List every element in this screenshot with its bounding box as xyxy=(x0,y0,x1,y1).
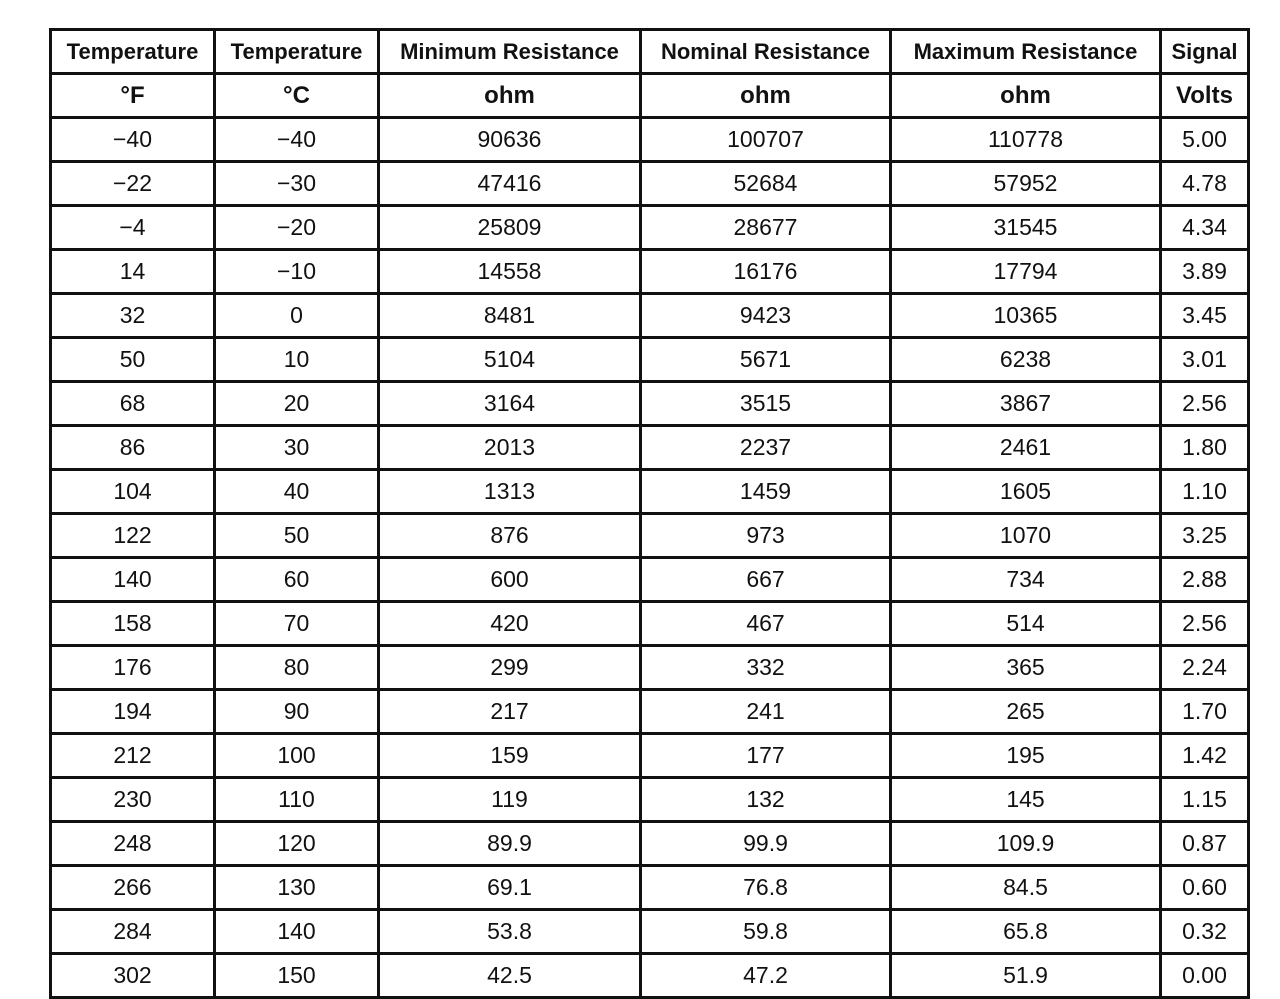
table-row xyxy=(51,118,1249,162)
cell-temp-c: −40 xyxy=(215,118,379,162)
cell-max-resistance: 2461 xyxy=(891,426,1161,470)
cell-signal: 3.25 xyxy=(1161,514,1249,558)
cell-temp-c: 40 xyxy=(215,470,379,514)
cell-temp-c: 120 xyxy=(215,822,379,866)
cell-nominal-resistance: 47.2 xyxy=(641,954,891,998)
cell-signal: 1.15 xyxy=(1161,778,1249,822)
cell-temp-c: 140 xyxy=(215,910,379,954)
cell-nominal-resistance: 667 xyxy=(641,558,891,602)
cell-max-resistance: 110778 xyxy=(891,118,1161,162)
cell-temp-c: 30 xyxy=(215,426,379,470)
table-row xyxy=(51,910,1249,954)
cell-nominal-resistance: 2237 xyxy=(641,426,891,470)
cell-temp-c: 10 xyxy=(215,338,379,382)
header-row xyxy=(51,30,1249,74)
cell-temp-c: 50 xyxy=(215,514,379,558)
table-row xyxy=(51,470,1249,514)
cell-nominal-resistance: 76.8 xyxy=(641,866,891,910)
cell-signal: 5.00 xyxy=(1161,118,1249,162)
cell-min-resistance: 69.1 xyxy=(379,866,641,910)
cell-temp-c: 110 xyxy=(215,778,379,822)
cell-nominal-resistance: 177 xyxy=(641,734,891,778)
cell-max-resistance: 31545 xyxy=(891,206,1161,250)
cell-nominal-resistance: 5671 xyxy=(641,338,891,382)
table-row xyxy=(51,646,1249,690)
cell-temp-c: 100 xyxy=(215,734,379,778)
table-header xyxy=(51,30,1249,118)
unit-fahrenheit: °F xyxy=(51,74,215,118)
cell-temp-f: 158 xyxy=(51,602,215,646)
table-row xyxy=(51,602,1249,646)
cell-temp-c: 70 xyxy=(215,602,379,646)
unit-min-ohm: ohm xyxy=(379,74,641,118)
cell-temp-c: 80 xyxy=(215,646,379,690)
cell-max-resistance: 145 xyxy=(891,778,1161,822)
cell-min-resistance: 25809 xyxy=(379,206,641,250)
header-maximum-resistance: Maximum Resistance xyxy=(891,30,1161,74)
table-row xyxy=(51,294,1249,338)
cell-max-resistance: 84.5 xyxy=(891,866,1161,910)
table-row xyxy=(51,338,1249,382)
table-row xyxy=(51,778,1249,822)
cell-min-resistance: 8481 xyxy=(379,294,641,338)
cell-temp-c: 0 xyxy=(215,294,379,338)
cell-temp-c: 90 xyxy=(215,690,379,734)
cell-temp-f: 302 xyxy=(51,954,215,998)
cell-temp-f: 194 xyxy=(51,690,215,734)
cell-signal: 4.34 xyxy=(1161,206,1249,250)
cell-temp-c: −10 xyxy=(215,250,379,294)
cell-nominal-resistance: 28677 xyxy=(641,206,891,250)
header-temperature-c: Temperature xyxy=(215,30,379,74)
cell-min-resistance: 3164 xyxy=(379,382,641,426)
cell-temp-f: 50 xyxy=(51,338,215,382)
table-row xyxy=(51,558,1249,602)
cell-max-resistance: 734 xyxy=(891,558,1161,602)
cell-temp-f: −22 xyxy=(51,162,215,206)
cell-max-resistance: 10365 xyxy=(891,294,1161,338)
cell-max-resistance: 195 xyxy=(891,734,1161,778)
cell-signal: 1.10 xyxy=(1161,470,1249,514)
cell-min-resistance: 90636 xyxy=(379,118,641,162)
table-row xyxy=(51,514,1249,558)
table-row xyxy=(51,822,1249,866)
cell-max-resistance: 6238 xyxy=(891,338,1161,382)
cell-temp-f: 14 xyxy=(51,250,215,294)
cell-nominal-resistance: 59.8 xyxy=(641,910,891,954)
unit-volts: Volts xyxy=(1161,74,1249,118)
cell-temp-f: 68 xyxy=(51,382,215,426)
cell-nominal-resistance: 3515 xyxy=(641,382,891,426)
cell-temp-f: 212 xyxy=(51,734,215,778)
cell-temp-f: 284 xyxy=(51,910,215,954)
cell-nominal-resistance: 467 xyxy=(641,602,891,646)
table-row xyxy=(51,426,1249,470)
cell-nominal-resistance: 132 xyxy=(641,778,891,822)
cell-nominal-resistance: 100707 xyxy=(641,118,891,162)
table-row xyxy=(51,162,1249,206)
cell-signal: 1.70 xyxy=(1161,690,1249,734)
cell-signal: 2.56 xyxy=(1161,602,1249,646)
cell-min-resistance: 1313 xyxy=(379,470,641,514)
cell-max-resistance: 65.8 xyxy=(891,910,1161,954)
cell-max-resistance: 109.9 xyxy=(891,822,1161,866)
unit-celsius: °C xyxy=(215,74,379,118)
cell-min-resistance: 5104 xyxy=(379,338,641,382)
cell-max-resistance: 51.9 xyxy=(891,954,1161,998)
cell-min-resistance: 217 xyxy=(379,690,641,734)
cell-temp-f: −40 xyxy=(51,118,215,162)
cell-temp-f: 248 xyxy=(51,822,215,866)
cell-temp-c: 60 xyxy=(215,558,379,602)
cell-nominal-resistance: 52684 xyxy=(641,162,891,206)
table-row xyxy=(51,250,1249,294)
cell-signal: 1.80 xyxy=(1161,426,1249,470)
temperature-resistance-table xyxy=(49,28,1250,999)
cell-max-resistance: 365 xyxy=(891,646,1161,690)
header-signal: Signal xyxy=(1161,30,1249,74)
cell-temp-f: 140 xyxy=(51,558,215,602)
cell-signal: 3.01 xyxy=(1161,338,1249,382)
table-body xyxy=(51,118,1249,998)
cell-min-resistance: 159 xyxy=(379,734,641,778)
cell-signal: 0.00 xyxy=(1161,954,1249,998)
cell-temp-c: −30 xyxy=(215,162,379,206)
cell-temp-c: 20 xyxy=(215,382,379,426)
cell-min-resistance: 14558 xyxy=(379,250,641,294)
cell-min-resistance: 876 xyxy=(379,514,641,558)
cell-signal: 0.32 xyxy=(1161,910,1249,954)
cell-min-resistance: 299 xyxy=(379,646,641,690)
cell-signal: 2.24 xyxy=(1161,646,1249,690)
cell-min-resistance: 600 xyxy=(379,558,641,602)
cell-nominal-resistance: 241 xyxy=(641,690,891,734)
cell-min-resistance: 53.8 xyxy=(379,910,641,954)
cell-signal: 4.78 xyxy=(1161,162,1249,206)
cell-temp-c: 130 xyxy=(215,866,379,910)
table-row xyxy=(51,866,1249,910)
cell-signal: 2.56 xyxy=(1161,382,1249,426)
cell-max-resistance: 17794 xyxy=(891,250,1161,294)
cell-nominal-resistance: 9423 xyxy=(641,294,891,338)
unit-max-ohm: ohm xyxy=(891,74,1161,118)
cell-max-resistance: 514 xyxy=(891,602,1161,646)
header-minimum-resistance: Minimum Resistance xyxy=(379,30,641,74)
cell-max-resistance: 3867 xyxy=(891,382,1161,426)
cell-signal: 1.42 xyxy=(1161,734,1249,778)
cell-signal: 2.88 xyxy=(1161,558,1249,602)
cell-max-resistance: 1605 xyxy=(891,470,1161,514)
unit-nominal-ohm: ohm xyxy=(641,74,891,118)
cell-min-resistance: 420 xyxy=(379,602,641,646)
cell-min-resistance: 119 xyxy=(379,778,641,822)
cell-temp-f: 230 xyxy=(51,778,215,822)
table-row xyxy=(51,734,1249,778)
cell-temp-f: 176 xyxy=(51,646,215,690)
cell-signal: 3.45 xyxy=(1161,294,1249,338)
cell-temp-f: 32 xyxy=(51,294,215,338)
units-row xyxy=(51,74,1249,118)
cell-temp-c: −20 xyxy=(215,206,379,250)
table-row xyxy=(51,382,1249,426)
cell-nominal-resistance: 1459 xyxy=(641,470,891,514)
cell-max-resistance: 57952 xyxy=(891,162,1161,206)
cell-nominal-resistance: 99.9 xyxy=(641,822,891,866)
cell-signal: 0.87 xyxy=(1161,822,1249,866)
table-row xyxy=(51,690,1249,734)
header-nominal-resistance: Nominal Resistance xyxy=(641,30,891,74)
cell-temp-c: 150 xyxy=(215,954,379,998)
cell-min-resistance: 42.5 xyxy=(379,954,641,998)
cell-min-resistance: 2013 xyxy=(379,426,641,470)
cell-signal: 0.60 xyxy=(1161,866,1249,910)
cell-temp-f: 266 xyxy=(51,866,215,910)
header-temperature-f: Temperature xyxy=(51,30,215,74)
cell-min-resistance: 47416 xyxy=(379,162,641,206)
cell-temp-f: 86 xyxy=(51,426,215,470)
cell-temp-f: 122 xyxy=(51,514,215,558)
cell-max-resistance: 265 xyxy=(891,690,1161,734)
cell-temp-f: 104 xyxy=(51,470,215,514)
cell-nominal-resistance: 973 xyxy=(641,514,891,558)
cell-nominal-resistance: 332 xyxy=(641,646,891,690)
cell-temp-f: −4 xyxy=(51,206,215,250)
cell-nominal-resistance: 16176 xyxy=(641,250,891,294)
cell-min-resistance: 89.9 xyxy=(379,822,641,866)
cell-signal: 3.89 xyxy=(1161,250,1249,294)
table-row xyxy=(51,954,1249,998)
resistance-table-container xyxy=(49,28,1247,988)
cell-max-resistance: 1070 xyxy=(891,514,1161,558)
table-row xyxy=(51,206,1249,250)
